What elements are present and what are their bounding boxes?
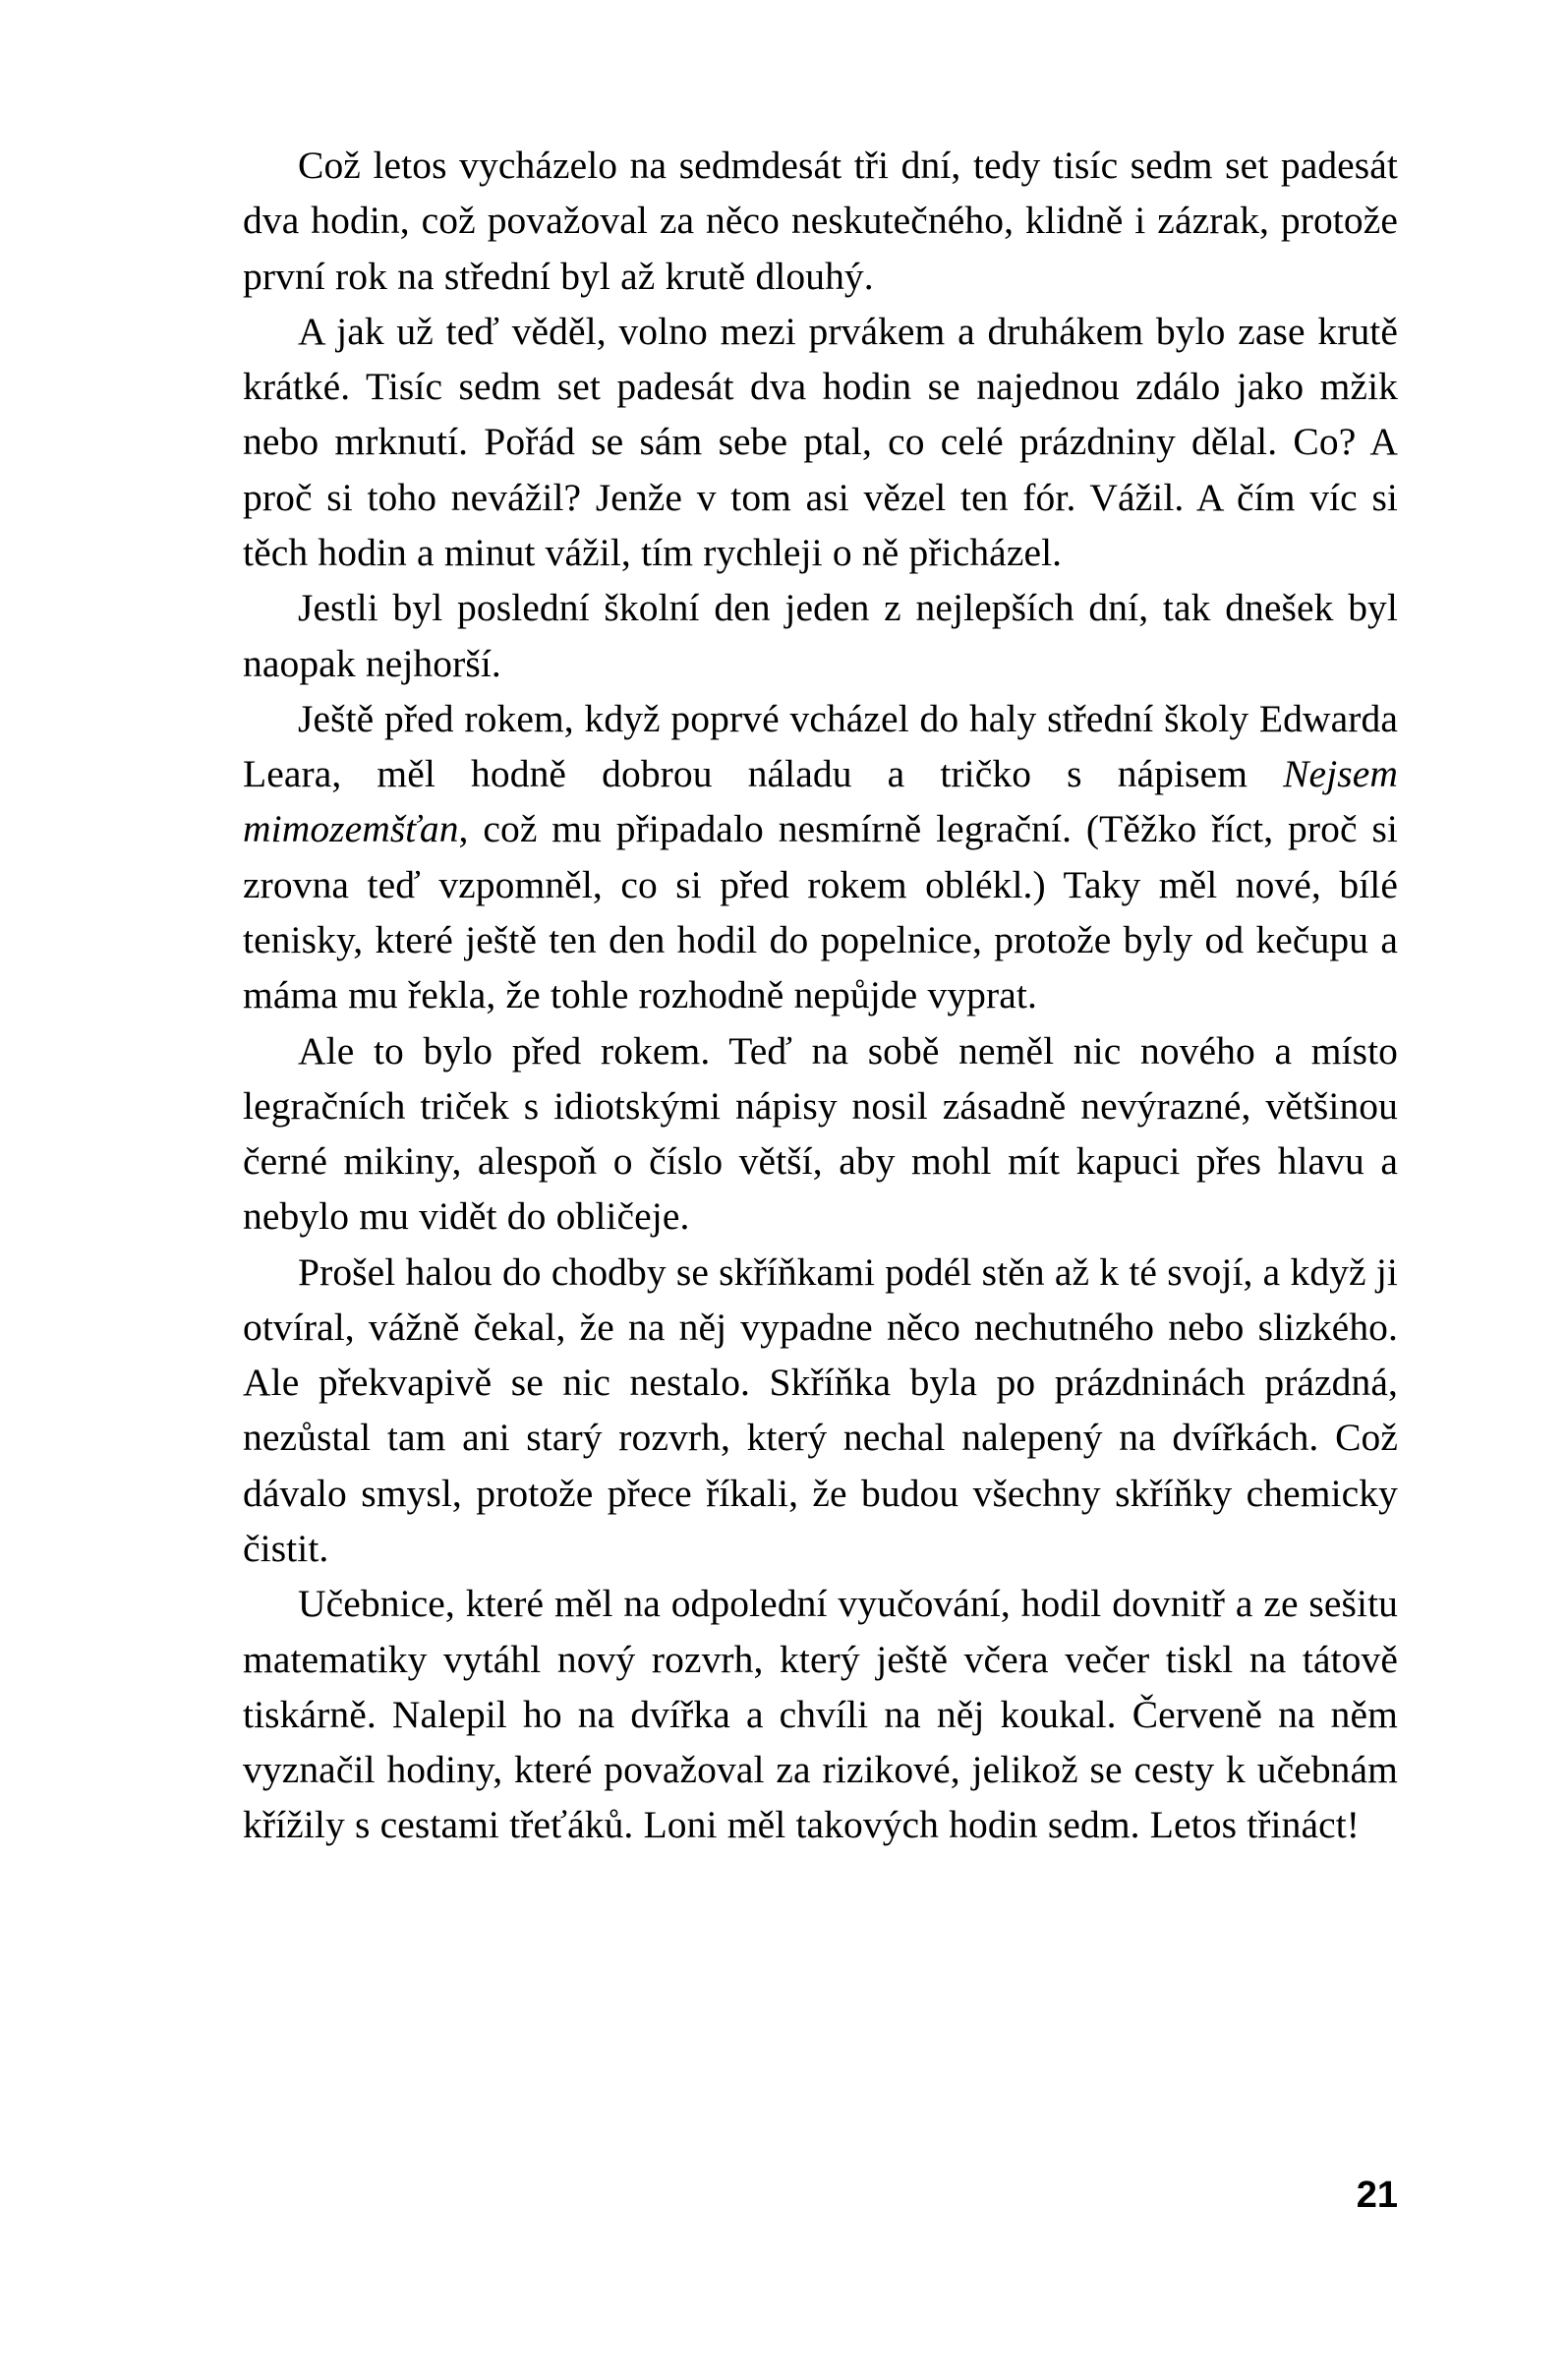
- paragraph-4-after: , což mu připadalo nesmírně legrační. (Těžko říct, proč si zrovna teď vzpomněl, co si před rokem oblékl.) Taky měl nové, bílé tenisky, které ještě ten den hodil do popelnice, protože byly od kečupu a máma mu řekla, že tohle rozhodně nepůjde vyprat.: [243, 807, 1398, 1017]
- page-number: 21: [1356, 2175, 1398, 2216]
- paragraph-1: Což letos vycházelo na sedmdesát tři dní, tedy tisíc sedm set padesát dva hodin, což považoval za něco neskutečného, klidně i zázrak, protože první rok na střední byl až krutě dlouhý.: [243, 144, 1398, 298]
- paragraph-4-before: Ještě před rokem, když poprvé vcházel do haly střední školy Edwarda Leara, měl hodně dobrou náladu a tričko s nápisem: [243, 696, 1398, 796]
- paragraph-5: Ale to bylo před rokem. Teď na sobě neměl nic nového a místo legračních triček s idiotskými nápisy nosil zásadně nevýrazné, většinou černé mikiny, alespoň o číslo větší, aby mohl mít kapuci přes hlavu a nebylo mu vidět do obličeje.: [243, 1028, 1398, 1239]
- paragraph-2: A jak už teď věděl, volno mezi prvákem a druhákem bylo zase krutě krátké. Tisíc sedm set padesát dva hodin se najednou zdálo jako mžik nebo mrknutí. Pořád se sám sebe ptal, co celé prázdniny dělal. Co? A proč si toho nevážil? Jenže v tom asi vězel ten fór. Vážil. A čím víc si těch hodin a minut vážil, tím rychleji o ně přicházel.: [243, 309, 1398, 574]
- paragraph-3: Jestli byl poslední školní den jeden z nejlepších dní, tak dnešek byl naopak nejhorší.: [243, 586, 1398, 685]
- body-text-column: [243, 138, 1398, 1853]
- paragraph-6: Prošel halou do chodby se skříňkami podél stěn až k té svojí, a když ji otvíral, vážně čekal, že na něj vypadne něco nechutného nebo slizkého. Ale překvapivě se nic nestalo. Skříňka byla po prázdninách prázdná, nezůstal tam ani starý rozvrh, který nechal nalepený na dvířkách. Což dávalo smysl, protože přece říkali, že budou všechny skříňky chemicky čistit.: [243, 1249, 1398, 1571]
- paragraph-4-with-italic-title: [243, 691, 1398, 1023]
- paragraph-7: Učebnice, které měl na odpolední vyučování, hodil dovnitř a ze sešitu matematiky vytáhl nový rozvrh, který ještě včera večer tiskl na tátově tiskárně. Nalepil ho na dvířka a chvíli na něj koukal. Červeně na něm vyznačil hodiny, které považoval za rizikové, jelikož se cesty k učebnám křížily s cestami třeťáků. Loni měl takových hodin sedm. Letos třináct!: [243, 1582, 1398, 1847]
- italic-book-title: Nejsem mimozemšťan: [243, 752, 1398, 851]
